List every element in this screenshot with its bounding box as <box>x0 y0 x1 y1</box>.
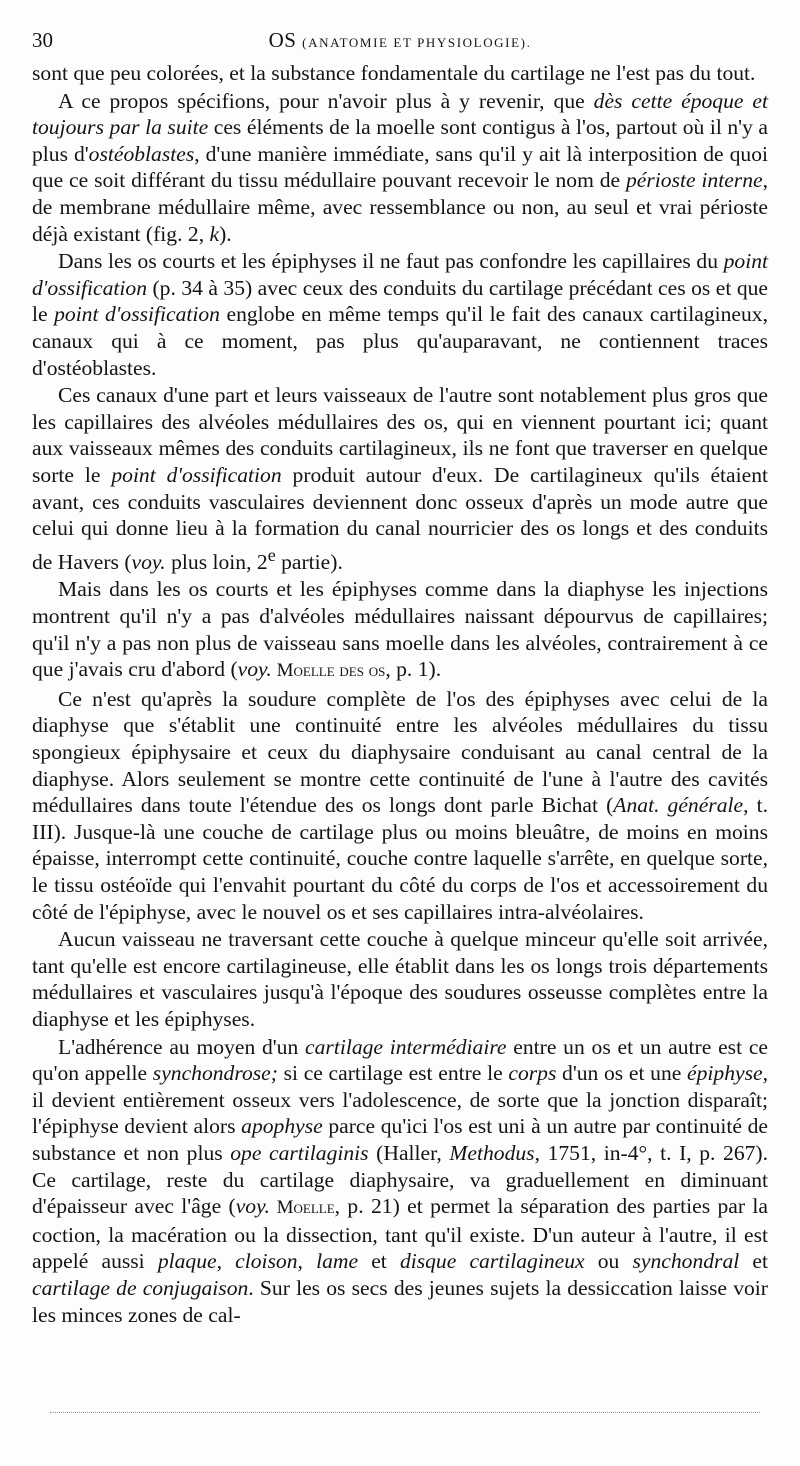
paragraph-vaisseau <box>32 926 768 1032</box>
paragraph-canals <box>32 382 768 575</box>
italic-run: Anat. générale <box>613 793 744 818</box>
text-run: (p. 34 à 35) avec ceux des conduits du cartilage précédant ces os et que le <box>32 275 768 327</box>
italic-run: point d'ossification <box>111 462 282 487</box>
text-run: , d'une manière immédiate, sans qu'il y ait là interposition de quoi que ce soit différant du tissu médullaire pouvant recevoir le nom de <box>32 141 768 193</box>
text-run: Ce n'est qu'après la soudure complète de l'os des épiphyses avec celui de la diaphyse que s'établit une continuité entre les alvéoles médullaires du tissu spongieux épiphysaire et ceux du diaphysaire conduisant au canal central de la diaphyse. Alors seulement se montre cette continuité de l'une à l'autre des cavités médullaires dans toute l'étendue des os longs dont parle Bichat ( <box>32 686 768 818</box>
italic-run: épiphyse <box>687 1061 763 1086</box>
italic-run: cartilage intermédiaire <box>305 1034 507 1059</box>
paragraph-synchondrose <box>32 1034 768 1329</box>
italic-run: plaque, cloison, lame <box>157 1249 359 1274</box>
body-text <box>32 60 768 1328</box>
italic-run: Methodus <box>449 1140 535 1165</box>
paragraph-periosteum <box>32 88 768 248</box>
text-run: sont que peu colorées, et la substance fondamentale du cartilage ne l'est pas du tout. <box>32 61 756 85</box>
text-run: A ce propos spécifions, pour n'avoir plus à y revenir, que <box>58 88 594 113</box>
italic-run: voy. <box>131 549 166 574</box>
text-run: plus loin, 2 <box>165 549 268 574</box>
text-run: et <box>358 1249 400 1274</box>
running-title-os: OS <box>268 28 297 52</box>
italic-run: point d'ossification <box>32 249 768 300</box>
paragraph-injections <box>32 576 768 684</box>
text-run: , p. 1). <box>385 657 442 682</box>
text-run: . Sur les os secs des jeunes sujets la dessiccation laisse voir les minces zones de cal- <box>32 1275 768 1327</box>
italic-run: k <box>209 221 220 246</box>
text-run: Mais dans les os courts et les épiphyses comme dans la diaphyse les injections montrent qu'il n'y a pas d'alvéoles médullaires naissant dépourvus de capillaires; qu'il n'y a pas non plus de vaisseau sans moelle dans les alvéoles, contrairement à ce que j'avais cru d'abord ( <box>32 577 768 682</box>
italic-run: apophyse <box>241 1114 323 1139</box>
text-run: (Haller, <box>368 1140 450 1165</box>
running-title <box>32 28 768 53</box>
superscript: e <box>267 544 276 565</box>
text-run: entre un os et un autre est ce qu'on appelle <box>32 1034 768 1086</box>
italic-run: point d'ossification <box>54 302 220 327</box>
text-run: , il devient entièrement osseux vers l'adolescence, de sorte que la jonction disparaît; l'épiphyse devient alors <box>32 1061 768 1139</box>
paragraph-soudure <box>32 686 768 925</box>
italic-run: ostéoblastes <box>88 141 195 166</box>
italic-run: périoste interne <box>626 168 763 193</box>
italic-run: dès cette époque et toujours par la suite <box>32 88 769 140</box>
italic-run: synchondral <box>632 1249 740 1274</box>
small-caps-run: Moelle <box>269 1197 335 1219</box>
text-run: produit autour d'eux. De cartilagineux qu'ils étaient avant, ces conduits vasculaires deviennent donc osseux d'après un mode autre que celui qui donne lieu à la formation du canal nourricier des os longs et des conduits de Havers ( <box>32 462 768 574</box>
italic-run: corps <box>508 1061 557 1086</box>
italic-run: cartilage de conjugaison <box>32 1275 249 1300</box>
running-title-subtitle: (ANATOMIE ET PHYSIOLOGIE). <box>302 35 532 50</box>
small-caps-run: Moelle des os <box>271 660 386 682</box>
text-run: L'adhérence au moyen d'un <box>58 1034 306 1059</box>
text-run: parce qu'ici l'os est uni à un autre par continuité de substance et non plus <box>32 1114 768 1165</box>
italic-run: disque cartilagineux <box>399 1249 585 1274</box>
text-run: Ces canaux d'une part et leurs vaisseaux de l'autre sont notablement plus gros que les capillaires des alvéoles médullaires des os, qui en viennent pourtant ici; quant aux vaisseaux mêmes des conduits cartilagineux, ils ne font que traverser en quelque sorte le <box>32 383 768 487</box>
page-header <box>32 28 768 58</box>
page-number: 30 <box>32 28 53 52</box>
text-run: Aucun vaisseau ne traversant cette couche à quelque minceur qu'elle soit arrivée, tant qu'elle est encore cartilagineuse, elle établit dans les os longs trois départements médullaires et vasculaires jusqu'à l'époque des soudures osseusse complètes entre la diaphyse et les épiphyses. <box>32 927 768 1031</box>
italic-run: voy. <box>235 1194 270 1219</box>
text-run: partie). <box>275 549 343 574</box>
italic-run: voy. <box>237 657 272 682</box>
text-run: englobe en même temps qu'il le fait des canaux cartilagineux, canaux qui à ce moment, pas plus qu'auparavant, ne contiennent traces d'ostéoblastes. <box>32 302 768 380</box>
paragraph-continuation <box>32 60 768 87</box>
footer-dotted-rule <box>50 1412 760 1413</box>
text-run: d'un os et une <box>556 1061 688 1086</box>
italic-run: synchondrose; <box>152 1061 278 1086</box>
text-run: , 1751, in-4°, t. I, p. 267). Ce cartilage, reste du cartilage diaphysaire, va graduellement en diminuant d'épaisseur avec l'âge ( <box>32 1140 769 1219</box>
text-run: ou <box>584 1249 633 1274</box>
paragraph-short-bones <box>32 248 768 381</box>
text-run: , de membrane médullaire même, avec ressemblance ou non, au seul et vrai périoste déjà existant (fig. 2, <box>32 168 768 246</box>
text-run: et <box>739 1249 768 1274</box>
text-run: , p. 21) et permet la séparation des parties par la coction, la macération ou la dissection, tant qu'il existe. D'un auteur à l'autre, il est appelé aussi <box>32 1194 769 1274</box>
text-run: ). <box>219 221 232 246</box>
text-run: si ce cartilage est entre le <box>277 1061 509 1086</box>
italic-run: ope cartilaginis <box>230 1140 369 1165</box>
text-run: ces éléments de la moelle sont contigus à l'os, partout où il n'y a plus d' <box>32 115 768 166</box>
text-run: , t. III). Jusque-là une couche de cartilage plus ou moins bleuâtre, de moins en moins épaisse, interrompt cette continuité, couche contre laquelle s'arrête, en quelque sorte, le tissu ostéoïde qui l'envahit pourtant du côté du corps de l'os et accessoirement du côté de l'épiphyse, avec le nouvel os et ses capillaires intra-alvéolaires. <box>32 793 768 924</box>
text-run: Dans les os courts et les épiphyses il ne faut pas confondre les capillaires du <box>58 249 724 274</box>
